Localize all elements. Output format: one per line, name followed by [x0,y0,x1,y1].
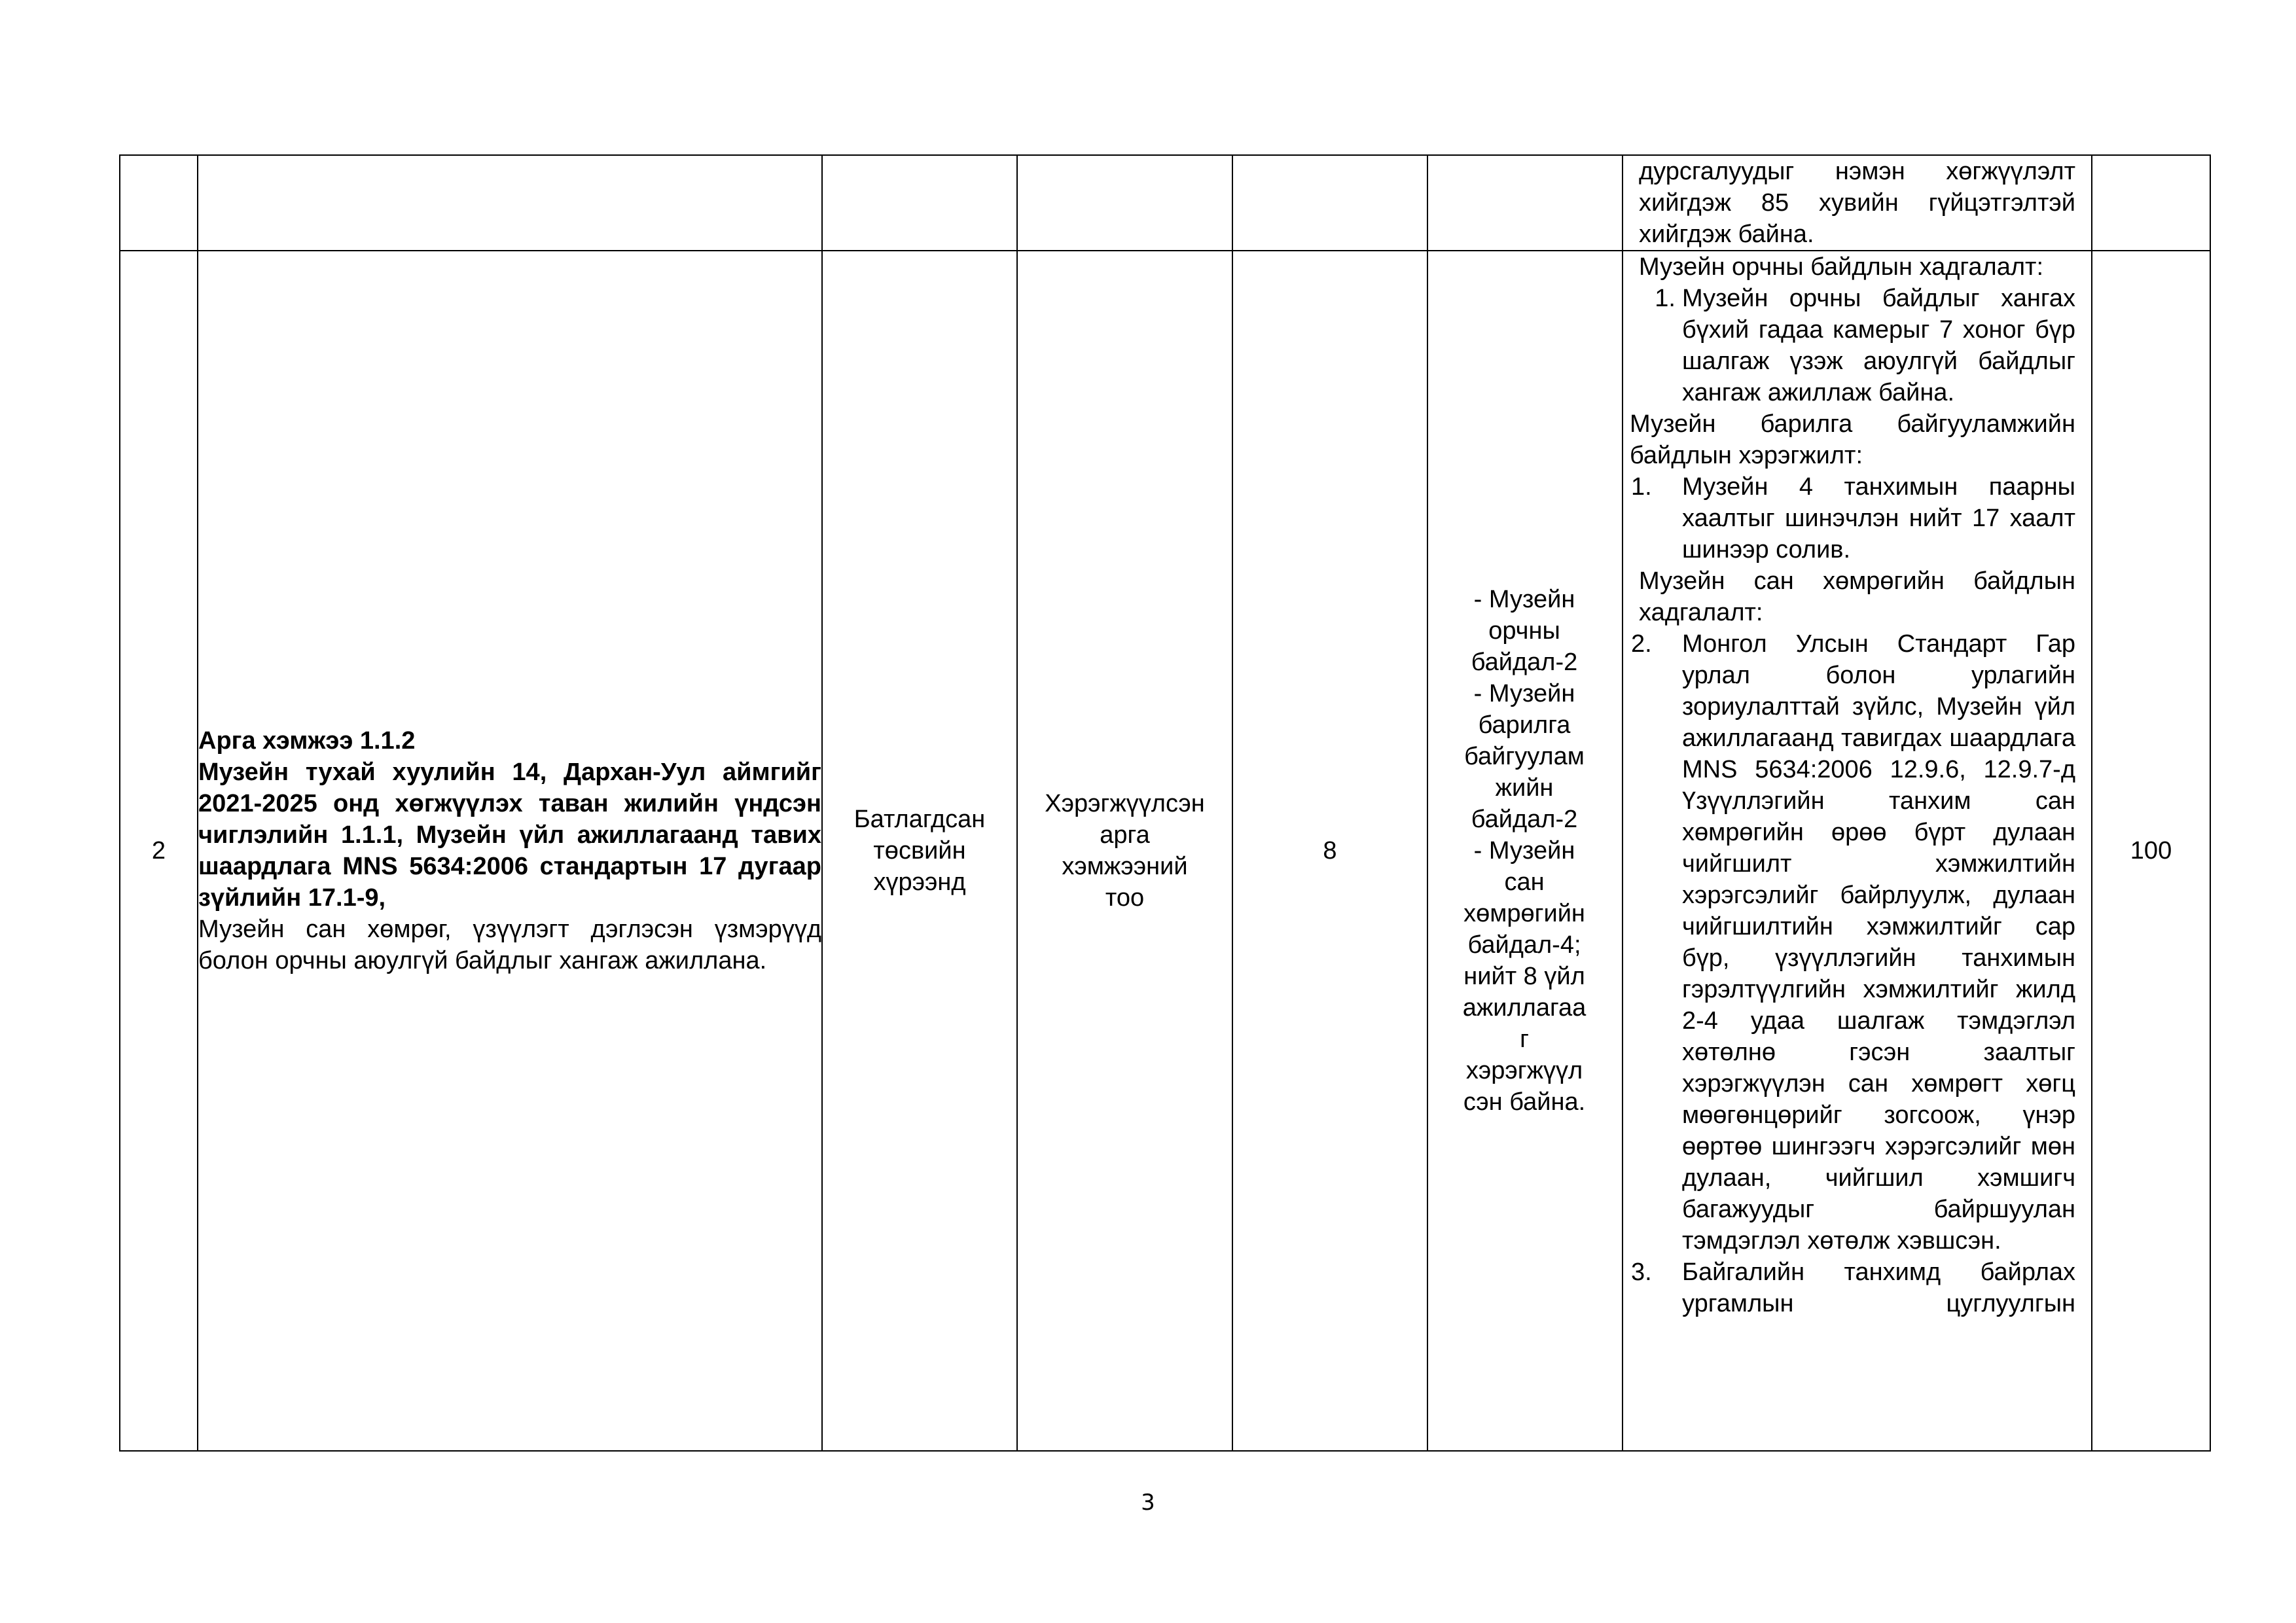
report-heading: Музейн орчны байдлын хадгалалт: [1639,253,2044,281]
result-line: байдал-2 [1471,806,1578,833]
result-line: байдал-4; [1467,931,1581,959]
cell-activity [198,251,822,1451]
cell-budget [822,251,1017,1451]
cell-number [120,155,198,251]
report-table [119,154,2211,1452]
page-number: 3 [1141,1489,1155,1516]
result-line: нийт 8 үйл [1463,963,1585,990]
report-line: хийгдэж байна. [1639,221,1814,248]
report-list-item [1623,283,2091,408]
list-text: Байгалийн танхимд байрлах ургамлын цуглуулгын [1682,1258,2075,1317]
list-number: 2. [1631,630,1652,658]
cell-budget [822,155,1017,251]
indicator-line: тоо [1105,884,1145,912]
result-line: сан [1504,868,1545,896]
list-text: Монгол Улсын Стандарт Гар урлал болон урлагийн зориулалттай зүйлс, Музейн үйл ажиллагаанд тавигдах шаардлага MNS 5634:2006 12.9.6, 12.9.7-д Үзүүллэгийн танхим сан хөмрөгийн өрөө бүрт дулаан чийгшилт хэмжилтийн хэрэгсэлийг байрлуулж, дулаан чийгшилтийн хэмжилтийг сар бүр, үзүүллэгийн танхимын гэрэлтүүлгийн хэмжилтийг жилд 2-4 удаа шалгаж тэмдэглэл хөтөлнө гэсэн заалтыг хэрэгжүүлэн сан хөмрөгт хөгц мөөгөнцөрийг зогсоож, үнэр өөртөө шингээгч хэрэгсэлийг мөн дулаан, чийгшил хэмшигч багажуудыг байршуулан тэмдэглэл хөтөлж хэвшсэн. [1682,630,2075,1255]
report-line: дурсгалуудыг нэмэн хөгжүүлэлт [1639,158,2075,185]
cell-result [1427,251,1623,1451]
indicator-line: арга [1100,821,1150,849]
cell-indicator [1017,155,1232,251]
result-line: орчны [1488,617,1560,645]
activity-basis: Музейн тухай хуулийн 14, Дархан-Уул аймгийг 2021-2025 онд хөгжүүлэх таван жилийн үндсэн чиглэлийн 1.1.1, Музейн үйл ажиллагаанд тавих шаардлага MNS 5634:2006 стандартын 17 дугаар зүйлийн 17.1-9, [198,758,821,912]
activity-title: Арга хэмжээ 1.1.2 [198,727,416,755]
result-line: ажиллагаа [1462,994,1587,1022]
result-line: байгуулам [1464,743,1585,770]
cell-percent [2092,155,2210,251]
result-line: сэн байна. [1463,1088,1586,1116]
result-line: байдал-2 [1471,649,1578,676]
table-row [120,251,2210,1451]
cell-indicator [1017,251,1232,1451]
result-line: хэрэгжүүл [1465,1057,1583,1084]
activity-description: Музейн сан хөмрөг, үзүүлэгт дэглэсэн үзмэрүүд болон орчны аюулгүй байдлыг хангаж ажиллана. [198,916,821,974]
list-text: Музейн орчны байдлыг хангах бүхий гадаа камерыг 7 хоног бүр шалгаж үзэж аюулгүй байдлыг хангаж ажиллаж байна. [1682,285,2075,406]
cell-number: 2 [120,251,198,1451]
cell-target [1232,155,1427,251]
cell-target: 8 [1232,251,1427,1451]
list-number: 1. [1655,285,1676,312]
cell-percent: 100 [2092,251,2210,1451]
indicator-line: Хэрэгжүүлсэн [1045,790,1205,817]
cell-activity [198,155,822,251]
report-heading: Музейн сан хөмрөгийн байдлын хадгалалт: [1639,567,2075,626]
budget-line: төсвийн [873,837,966,865]
budget-line: Батлагдсан [853,806,986,833]
list-number: 3. [1631,1258,1652,1286]
indicator-line: хэмжээний [1062,853,1188,880]
list-text: Музейн 4 танхимын паарны хаалтыг шинэчлэн нийт 17 хаалт шинээр солив. [1682,473,2075,563]
result-line: - Музейн [1473,586,1575,613]
cell-report [1623,251,2092,1451]
list-number: 1. [1631,473,1652,501]
report-list-item [1623,1257,2091,1319]
report-heading: Музейн барилга байгууламжийн байдлын хэрэгжилт: [1630,410,2075,469]
report-line: хийгдэж 85 хувийн гүйцэтгэлтэй [1639,189,2075,217]
result-line: хөмрөгийн [1463,900,1585,927]
result-line: г [1520,1026,1529,1053]
budget-line: хүрээнд [873,868,966,896]
cell-report [1623,155,2092,251]
result-line: барилга [1478,711,1571,739]
result-line: - Музейн [1473,680,1575,707]
table-row [120,155,2210,251]
result-line: жийн [1495,774,1554,802]
report-list-item [1623,471,2091,565]
cell-result [1427,155,1623,251]
result-line: - Музейн [1473,837,1575,865]
report-list-item [1623,628,2091,1257]
